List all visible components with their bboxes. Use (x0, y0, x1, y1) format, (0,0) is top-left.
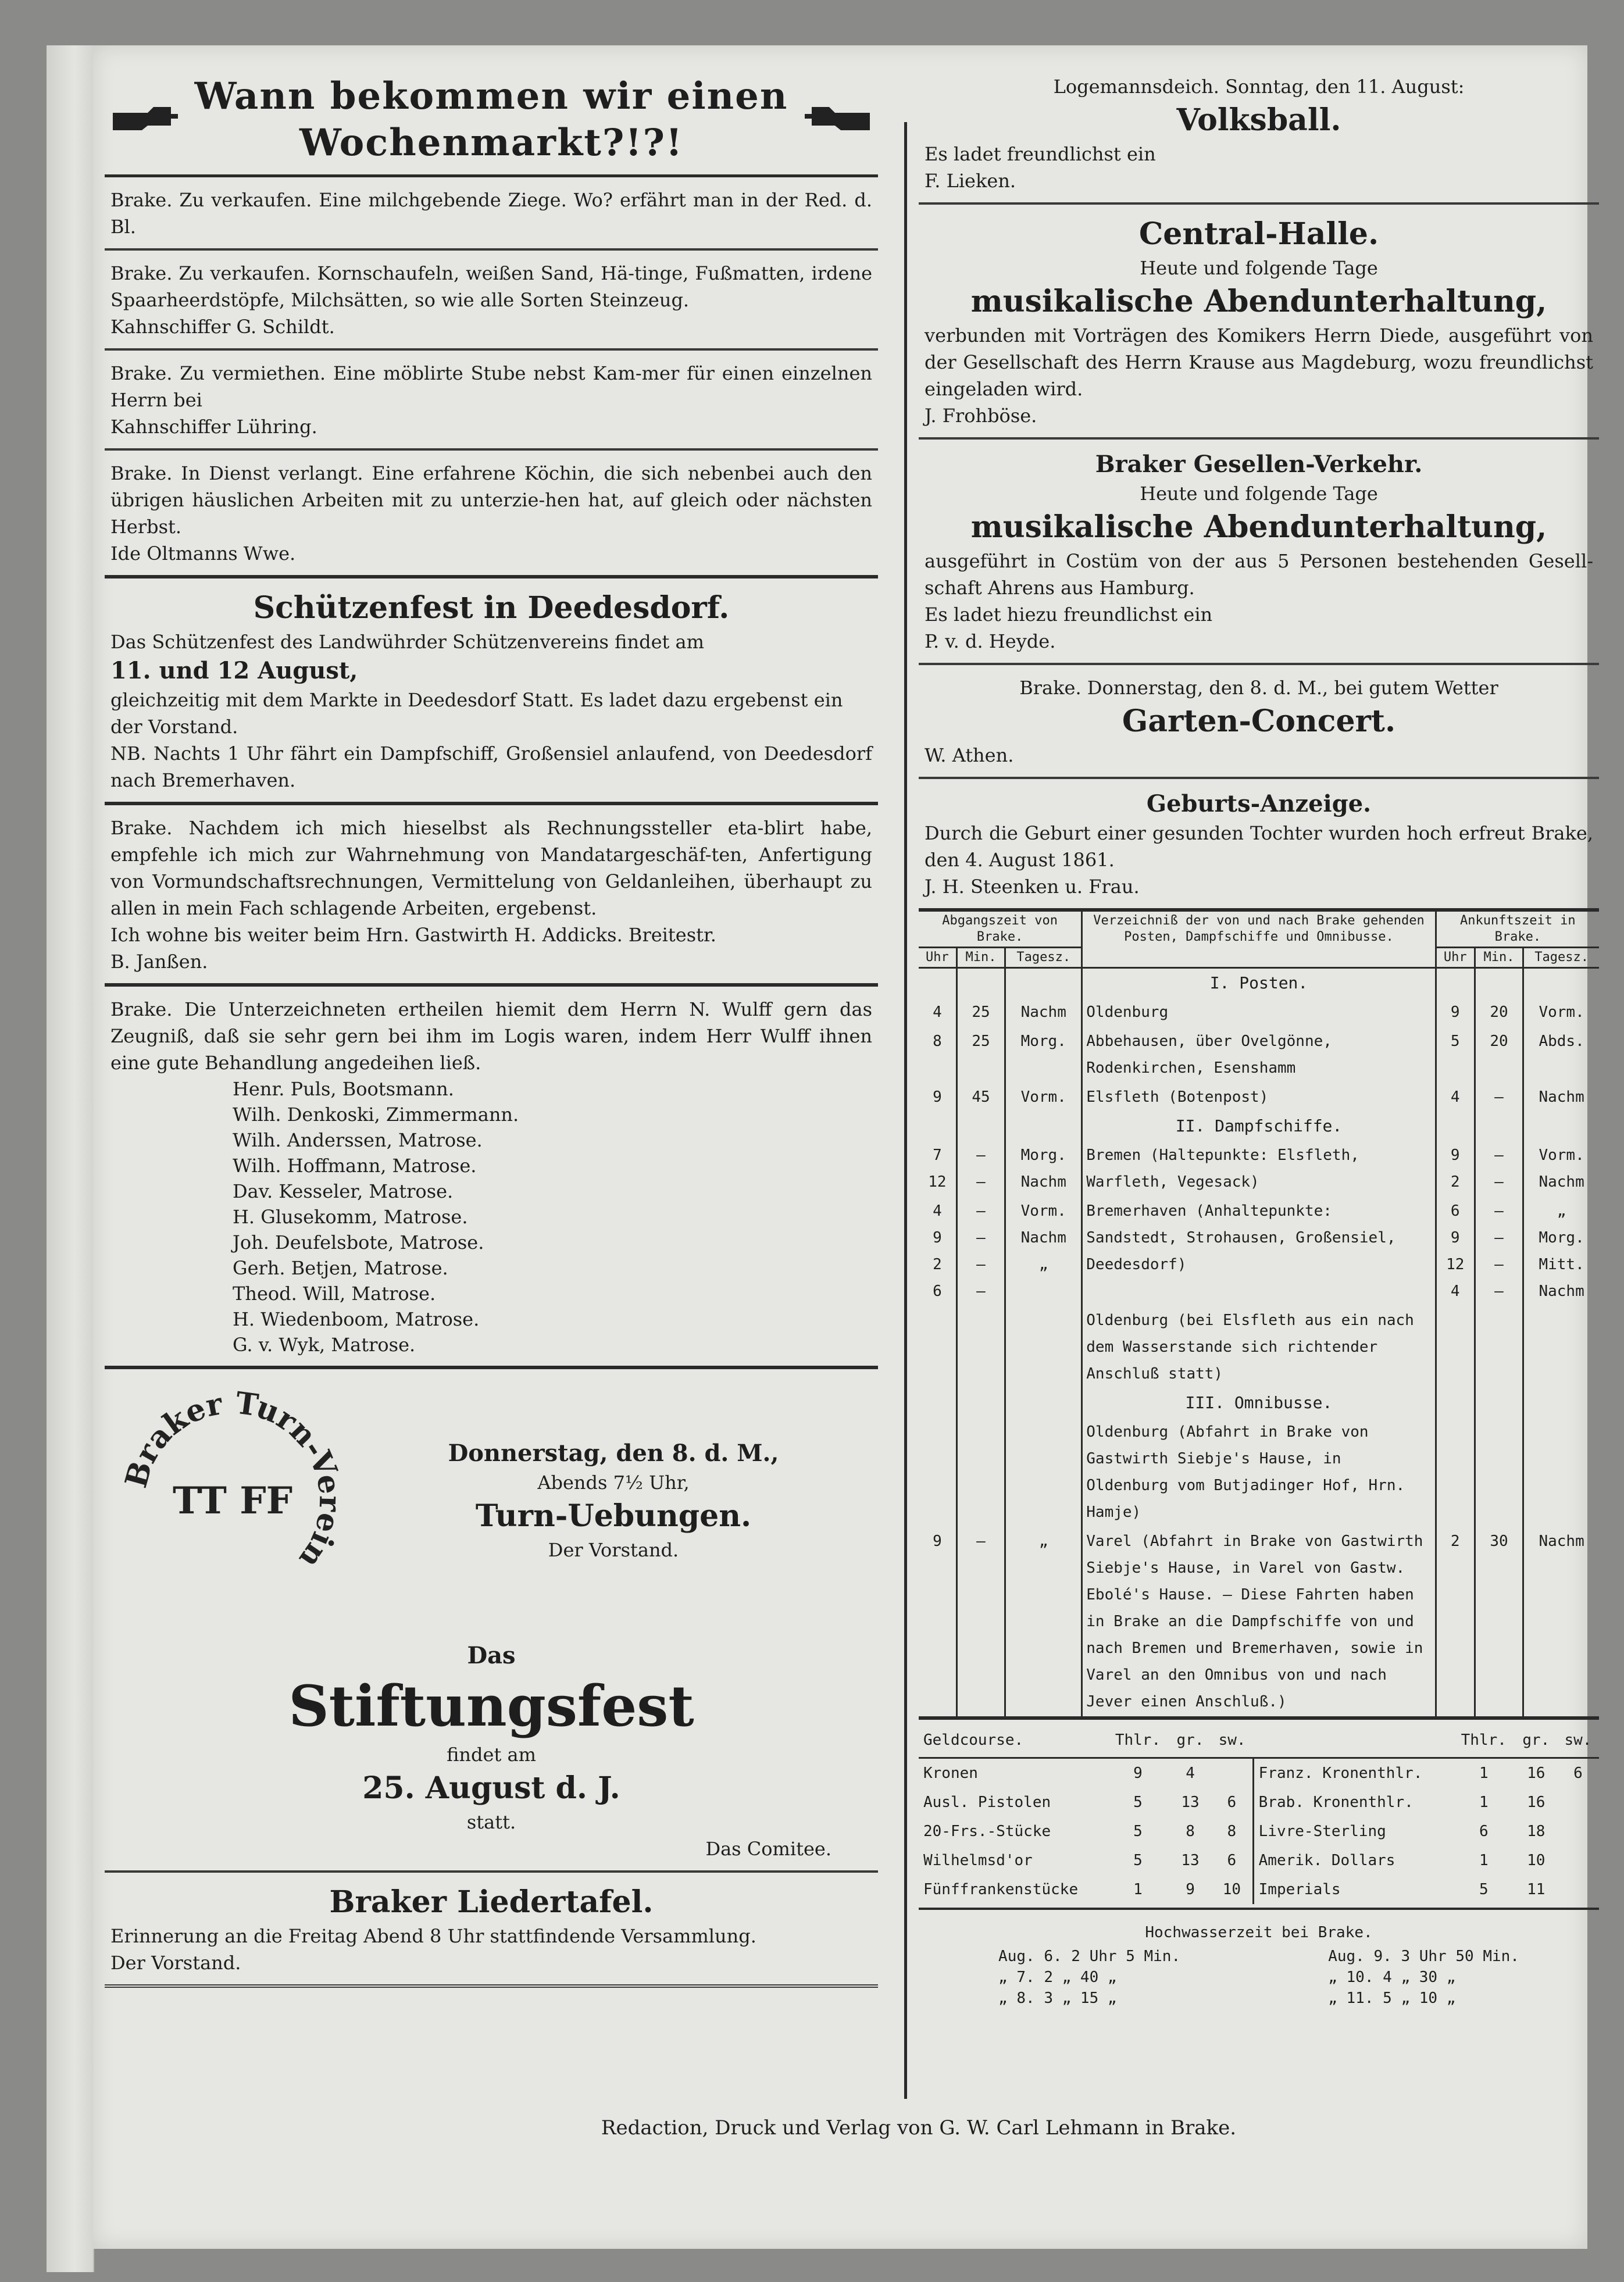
schedule-cell-lt: Nachm (1005, 998, 1082, 1027)
schuetzenfest-signature: der Vorstand. (110, 716, 238, 738)
money-col: gr. (1515, 1723, 1557, 1758)
stiftungsfest-ad (105, 1631, 878, 1873)
money-title: Geldcourse. (919, 1723, 1107, 1758)
tide-left (998, 1946, 1180, 2009)
empty-cell (1436, 1388, 1475, 1417)
schuetzenfest-ad (105, 578, 878, 805)
money-col: sw. (1211, 1723, 1253, 1758)
schedule-cell-desc: Oldenburg (1082, 998, 1436, 1027)
signatory: G. v. Wyk, Matrose. (233, 1334, 416, 1356)
schedule-cell-desc: Abbehausen, über Ovelgönne, Rodenkirchen, Esenshamm (1082, 1027, 1436, 1083)
zeugniss-ad (105, 987, 878, 1369)
money-cell-t: 1 (1479, 1765, 1489, 1782)
money-cell-t: 1 (1479, 1794, 1489, 1811)
lieder-signature: Der Vorstand. (110, 1952, 241, 1974)
money-body (919, 1758, 1599, 1905)
schedule-cell-rt: Abds. (1523, 1027, 1599, 1083)
signatory: Theod. Will, Matrose. (233, 1283, 436, 1305)
money-cell-s: 8 (1227, 1823, 1237, 1840)
central-big: musikalische Abendunterhaltung, (970, 284, 1547, 319)
schedule-cell-rt (1523, 1306, 1599, 1388)
signatory: Wilh. Hoffmann, Matrose. (233, 1155, 477, 1177)
stiftung-date: 25. August d. J. (362, 1770, 620, 1806)
garten-title: Garten-Concert. (1122, 703, 1396, 739)
geburt-signature: J. H. Steenken u. Frau. (925, 876, 1140, 898)
geburts-anzeige (919, 779, 1599, 912)
logo-ring-text: Braker Turn-Verein (118, 1385, 348, 1575)
schedule-cell-lm: — (956, 1527, 1005, 1716)
money-row (919, 1846, 1599, 1875)
money-cell-s (1557, 1875, 1599, 1904)
schedule-row (919, 998, 1599, 1027)
money-row (919, 1817, 1599, 1846)
schedule-cell-rt (1523, 1417, 1599, 1527)
right-column (919, 64, 1599, 2017)
signatory: Gerh. Betjen, Matrose. (233, 1257, 448, 1279)
signatory: Wilh. Denkoski, Zimmermann. (233, 1103, 519, 1126)
schedule-head-route: Verzeichniß der von und nach Brake gehenden Posten, Dampfschiffe und Omnibusse. (1082, 912, 1436, 968)
schedule-cell-rm: 20 (1475, 1027, 1523, 1083)
schedule-cell-rt: Nachm (1523, 1083, 1599, 1112)
tide-row: Aug. 9. 3 Uhr 50 Min. (1328, 1948, 1519, 1965)
schedule-cell-lm: — — — — (956, 1197, 1005, 1306)
rechnung-signature: B. Janßen. (110, 951, 208, 973)
signatory: Henr. Puls, Bootsmann. (233, 1078, 454, 1100)
empty-cell (956, 1112, 1005, 1141)
schedule-cell-lt: Morg. (1005, 1027, 1082, 1083)
schedule-cell-rh: 2 (1436, 1527, 1475, 1716)
empty-cell (1475, 1112, 1523, 1141)
col-head: Uhr (1436, 948, 1475, 968)
schedule-cell-rm: 30 (1475, 1527, 1523, 1716)
rechnungssteller-ad (105, 805, 878, 987)
ad-signature: Kahnschiffer G. Schildt. (110, 316, 335, 338)
schedule-cell-rh: 9 (1436, 998, 1475, 1027)
schedule-row (919, 1027, 1599, 1083)
schedule-cell-rh: 6 9 12 4 (1436, 1197, 1475, 1306)
money-cell-g: 13 (1181, 1794, 1200, 1811)
schedule-cell-desc: Bremerhaven (Anhaltepunkte: Sandstedt, Strohausen, Großensiel, Deedesdorf) (1082, 1197, 1436, 1306)
ad-koechin (105, 451, 878, 578)
tide-title: Hochwasserzeit bei Brake. (1145, 1924, 1373, 1941)
garten-concert-ad (919, 665, 1599, 779)
schedule-cell-lm: 25 (956, 1027, 1005, 1083)
turn-title: Turn-Uebungen. (475, 1498, 752, 1534)
money-cell-s: 6 (1573, 1765, 1583, 1782)
empty-cell (919, 1388, 956, 1417)
schedule-cell-lm: 25 (956, 998, 1005, 1027)
stiftung-signature: Das Comitee. (705, 1838, 831, 1860)
money-cell-t: 5 (1133, 1794, 1143, 1811)
money-col: Thlr. (1107, 1723, 1169, 1758)
schedule-cell-lm (956, 1306, 1005, 1388)
logo-mark: TT FF (172, 1479, 293, 1523)
schuetzenfest-nb: NB. Nachts 1 Uhr fährt ein Dampfschiff, Großensiel anlaufend, von Deedesdorf nach Bremerhaven. (110, 742, 872, 791)
schedule-section-row (919, 1388, 1599, 1417)
col-head: Min. (956, 948, 1005, 968)
schedule-cell-rm: — — — — (1475, 1197, 1523, 1306)
schedule-cell-rm: — — (1475, 1141, 1523, 1197)
schedule-head-arrive: Ankunftszeit in Brake. (1436, 912, 1599, 948)
geburt-text: Durch die Geburt einer gesunden Tochter wurden hoch erfreut Brake, den 4. August 1861. (925, 822, 1593, 871)
empty-cell (1436, 1112, 1475, 1141)
schedule-row (919, 1527, 1599, 1716)
money-cell-t: 6 (1479, 1823, 1489, 1840)
schedule-cell-rm: — (1475, 1083, 1523, 1112)
empty-cell (956, 968, 1005, 998)
signatory: H. Glusekomm, Matrose. (233, 1206, 468, 1228)
rechnung-text2: Ich wohne bis weiter beim Hrn. Gastwirth H. Addicks. Breitestr. (110, 924, 716, 946)
gesellen-big: musikalische Abendunterhaltung, (970, 509, 1547, 545)
page-binding (47, 45, 94, 2272)
tide-row: „ 10. 4 „ 30 „ (1328, 1969, 1456, 1986)
stiftung-title: Stiftungsfest (288, 1673, 694, 1739)
lieder-text: Erinnerung an die Freitag Abend 8 Uhr stattfindende Versammlung. (110, 1925, 756, 1947)
money-cell-name: Livre-Sterling (1253, 1817, 1452, 1846)
money-cell-s: 10 (1222, 1881, 1241, 1898)
empty-cell (1475, 968, 1523, 998)
volksball-signature: F. Lieken. (925, 170, 1016, 192)
schedule-row (919, 1197, 1599, 1306)
schedule-cell-lh: 4 (933, 1003, 942, 1021)
money-cell-t: 9 (1133, 1765, 1143, 1782)
schuetzenfest-text2: gleichzeitig mit dem Markte in Deedesdorf Statt. Es ladet dazu ergebenst ein (110, 689, 843, 711)
pointing-hand-right-icon (110, 102, 180, 137)
money-blank (1253, 1723, 1452, 1758)
turnverein-ad (105, 1369, 878, 1631)
empty-cell (1475, 1388, 1523, 1417)
schedule-cell-lm: 45 (956, 1083, 1005, 1112)
money-cell-name: Amerik. Dollars (1253, 1846, 1452, 1875)
turnverein-emblem-icon (110, 1379, 355, 1623)
money-cell-name: Franz. Kronenthlr. (1253, 1758, 1452, 1788)
money-col: Thlr. (1452, 1723, 1515, 1758)
ad-kornschaufeln (105, 251, 878, 351)
lieder-title: Braker Liedertafel. (329, 1884, 654, 1920)
money-row (919, 1788, 1599, 1817)
money-cell-name: Imperials (1253, 1875, 1452, 1904)
money-cell-s: 6 (1227, 1794, 1237, 1811)
money-cell-t: 5 (1133, 1852, 1143, 1869)
banner-text: Wann bekommen wir einen Wochenmarkt?!?! (194, 74, 788, 165)
ad-text: Brake. Zu vermiethen. Eine möblirte Stube nebst Kam-mer für einen einzelnen Herrn bei (110, 362, 872, 411)
gesellen-signature: P. v. d. Heyde. (925, 630, 1056, 652)
ad-signature: Ide Oltmanns Wwe. (110, 542, 296, 565)
schedule-section-row (919, 968, 1599, 998)
money-cell-g: 9 (1186, 1881, 1195, 1898)
money-cell-g: 10 (1527, 1852, 1546, 1869)
stiftung-mid: findet am (447, 1744, 536, 1766)
schedule-cell-lh: 4 9 2 6 (933, 1202, 942, 1300)
empty-cell (1005, 1112, 1082, 1141)
col-head: Uhr (919, 948, 956, 968)
schedule-section-title: I. Posten. (1082, 968, 1436, 998)
pointing-hand-left-icon (802, 102, 872, 137)
volksball-text: Es ladet freundlichst ein (925, 143, 1156, 165)
schuetzenfest-title: Schützenfest in Deedesdorf. (253, 590, 730, 626)
signatory: Joh. Deufelsbote, Matrose. (233, 1231, 484, 1254)
schedule-cell-rh (1436, 1417, 1475, 1527)
money-cell-name: Ausl. Pistolen (923, 1794, 1051, 1811)
ad-ziege (105, 177, 878, 251)
garten-line: Brake. Donnerstag, den 8. d. M., bei gutem Wetter (1019, 677, 1498, 699)
empty-cell (919, 968, 956, 998)
volksball-ad (919, 64, 1599, 205)
money-col: sw. (1557, 1723, 1599, 1758)
empty-cell (1005, 968, 1082, 998)
schedule-section-title: III. Omnibusse. (1082, 1388, 1436, 1417)
schedule-cell-rt: Nachm (1523, 1527, 1599, 1716)
turnverein-logo (110, 1379, 355, 1623)
central-sub: Heute und folgende Tage (1140, 257, 1378, 279)
schedule-cell-rt: Vorm. (1523, 998, 1599, 1027)
geburt-title: Geburts-Anzeige. (1146, 790, 1372, 817)
money-cell-name: Fünffrankenstücke (923, 1881, 1079, 1898)
empty-cell (1523, 1388, 1599, 1417)
tide-columns (925, 1946, 1593, 2009)
volksball-line: Logemannsdeich. Sonntag, den 11. August: (1053, 76, 1465, 98)
schedule-cell-rh (1436, 1306, 1475, 1388)
geldcourse-table (919, 1723, 1599, 1904)
schedule-cell-rh: 9 2 (1436, 1141, 1475, 1197)
money-cell-name: Wilhelmsd'or (923, 1852, 1033, 1869)
volksball-title: Volksball. (1176, 102, 1341, 138)
stiftung-pre: Das (467, 1642, 516, 1669)
money-cell-t: 5 (1133, 1823, 1143, 1840)
schedule-cell-lm (956, 1417, 1005, 1527)
turnverein-text (355, 1438, 872, 1563)
col-head: Min. (1475, 948, 1523, 968)
schedule-cell-lt (1005, 1417, 1082, 1527)
empty-cell (1523, 1112, 1599, 1141)
money-cell-t: 1 (1133, 1881, 1143, 1898)
schedule-row (919, 1141, 1599, 1197)
imprint-footer: Redaction, Druck und Verlag von G. W. Carl Lehmann in Brake. (601, 2116, 1237, 2140)
schedule-cell-rt: „ Morg. Mitt. Nachm (1523, 1197, 1599, 1306)
schedule-cell-rh: 4 (1436, 1083, 1475, 1112)
schedule-cell-lt: „ (1005, 1527, 1082, 1716)
schedule-cell-lt (1005, 1306, 1082, 1388)
left-column (105, 64, 878, 1988)
schedule-cell-lh: 7 12 (928, 1147, 947, 1191)
schedule-row (919, 1083, 1599, 1112)
schedule-cell-lh: 8 (933, 1033, 942, 1050)
schedule-cell-rh: 5 (1436, 1027, 1475, 1083)
turn-date: Donnerstag, den 8. d. M., (448, 1440, 779, 1467)
geldcourse-wrap (919, 1720, 1599, 1910)
signatory: Dav. Kesseler, Matrose. (233, 1180, 454, 1202)
money-row (919, 1875, 1599, 1904)
signatory: H. Wiedenboom, Matrose. (233, 1308, 480, 1330)
empty-cell (1523, 968, 1599, 998)
money-cell-g: 13 (1181, 1852, 1200, 1869)
money-cell-g: 4 (1186, 1765, 1195, 1782)
schedule-head-depart: Abgangszeit von Brake. (919, 912, 1082, 948)
money-cell-s (1557, 1788, 1599, 1817)
garten-signature: W. Athen. (925, 744, 1014, 766)
money-row (919, 1758, 1599, 1788)
schedule-cell-desc: Oldenburg (Abfahrt in Brake von Gastwirth Siebje's Hause, in Oldenburg vom Butjadinger Hof, Hrn. Hamje) (1082, 1417, 1436, 1527)
money-cell-t: 1 (1479, 1852, 1489, 1869)
money-cell-g: 16 (1527, 1765, 1546, 1782)
tide-row: „ 11. 5 „ 10 „ (1328, 1990, 1456, 2007)
central-text: verbunden mit Vorträgen des Komikers Herrn Diede, ausgeführt von der Gesellschaft des Herrn Krause aus Magdeburg, wozu freundlichst eingeladen wird. (925, 324, 1593, 400)
tide-row: „ 8. 3 „ 15 „ (998, 1990, 1117, 2007)
schedule-cell-lt: Vorm. (1005, 1083, 1082, 1112)
gesellen-ad (919, 440, 1599, 665)
zeugniss-text: Brake. Die Unterzeichneten ertheilen hiemit dem Herrn N. Wulff gern das Zeugniß, daß sie sehr gern bei ihm im Logis waren, indem Herr Wulff ihnen eine gute Behandlung angedeihen ließ. (110, 998, 872, 1074)
tide-right (1328, 1946, 1519, 2009)
money-cell-name: Kronen (923, 1765, 978, 1782)
schuetzenfest-dates: 11. und 12 August, (110, 657, 358, 684)
rechnung-text: Brake. Nachdem ich mich hieselbst als Rechnungssteller eta-blirt habe, empfehle ich mich zur Wahrnehmung von Mandatargeschäf-ten, Anfertigung von Vormundschaftsrechnungen, Vermittelung von Geldanleihen, überhaupt zu allen in mein Fach schlagende Arbeiten, ergebenst. (110, 817, 872, 919)
schedule-cell-desc: Oldenburg (bei Elsfleth aus ein nach dem Wasserstande sich richtender Anschluß statt) (1082, 1306, 1436, 1388)
gesellen-text2: Es ladet hiezu freundlichst ein (925, 603, 1213, 626)
turn-signature: Der Vorstand. (548, 1539, 679, 1561)
schedule-table (919, 912, 1599, 1716)
liedertafel-ad (105, 1873, 878, 1988)
schedule-table-wrap (919, 912, 1599, 1720)
schedule-cell-lm: — — (956, 1141, 1005, 1197)
ad-stube (105, 351, 878, 451)
signatory: Wilh. Anderssen, Matrose. (233, 1129, 483, 1151)
money-cell-t: 5 (1479, 1881, 1489, 1898)
schedule-cell-desc: Elsfleth (Botenpost) (1082, 1083, 1436, 1112)
turn-time: Abends 7½ Uhr, (537, 1472, 690, 1494)
central-halle-ad (919, 205, 1599, 440)
empty-cell (1005, 1388, 1082, 1417)
schedule-cell-lh (919, 1417, 956, 1527)
central-title: Central-Halle. (1138, 216, 1379, 252)
money-cell-s: 6 (1227, 1852, 1237, 1869)
schedule-cell-rm (1475, 1417, 1523, 1527)
schedule-cell-desc: Bremen (Haltepunkte: Elsfleth, Warfleth, Vegesack) (1082, 1141, 1436, 1197)
wochenmarkt-banner (105, 64, 878, 177)
stiftung-post: statt. (466, 1811, 516, 1833)
schedule-cell-lt: Morg. Nachm (1005, 1141, 1082, 1197)
empty-cell (956, 1388, 1005, 1417)
gesellen-title: Braker Gesellen-Verkehr. (1095, 451, 1423, 478)
ad-text: Brake. In Dienst verlangt. Eine erfahrene Köchin, die sich nebenbei auch den übrigen häuslichen Arbeiten mit zu unterzie-hen hat, auf gleich oder nächsten Herbst. (110, 462, 872, 538)
schedule-row (919, 1306, 1599, 1388)
money-cell-name: Brab. Kronenthlr. (1253, 1788, 1452, 1817)
money-cell-g: 8 (1186, 1823, 1195, 1840)
schedule-row (919, 1417, 1599, 1527)
money-cell-s (1211, 1758, 1253, 1788)
money-cell-s (1557, 1846, 1599, 1875)
col-head: Tagesz. (1005, 948, 1082, 968)
empty-cell (919, 1112, 956, 1141)
col-head: Tagesz. (1523, 948, 1599, 968)
central-signature: J. Frohböse. (925, 405, 1037, 427)
schedule-section-title: II. Dampfschiffe. (1082, 1112, 1436, 1141)
schedule-cell-desc: Varel (Abfahrt in Brake von Gastwirth Siebje's Hause, in Varel von Gastw. Ebolé's Hause. — Diese Fahrten haben in Brake an die Dampfschiffe von und nach Bremen und Bremerhaven, sowie in Varel an den Omnibus von und nach Jever einen Anschluß.) (1082, 1527, 1436, 1716)
money-cell-g: 16 (1527, 1794, 1546, 1811)
signatory-list (110, 1076, 872, 1358)
empty-cell (1436, 968, 1475, 998)
ad-text: Brake. Zu verkaufen. Eine milchgebende Ziege. Wo? erfährt man in der Red. d. Bl. (110, 189, 872, 238)
schedule-cell-rm: 20 (1475, 998, 1523, 1027)
tide-row: Aug. 6. 2 Uhr 5 Min. (998, 1948, 1181, 1965)
schedule-cell-lh: 9 (933, 1088, 942, 1106)
money-cell-g: 18 (1527, 1823, 1546, 1840)
ad-text: Brake. Zu verkaufen. Kornschaufeln, weißen Sand, Hä-tinge, Fußmatten, irdene Spaarheerdstöpfe, Milchsätten, so wie alle Sorten Steinzeug. (110, 262, 872, 311)
tide-row: „ 7. 2 „ 40 „ (998, 1969, 1117, 1986)
schedule-cell-lh: 9 (933, 1533, 942, 1550)
schedule-cell-rm (1475, 1306, 1523, 1388)
money-cell-name: 20-Frs.-Stücke (923, 1823, 1051, 1840)
schedule-cell-lh (919, 1306, 956, 1388)
gesellen-text: ausgeführt in Costüm von der aus 5 Personen bestehenden Gesell-schaft Ahrens aus Hamburg. (925, 550, 1593, 599)
schedule-body (919, 968, 1599, 1717)
schuetzenfest-text: Das Schützenfest des Landwührder Schützenvereins findet am (110, 631, 704, 653)
column-divider (904, 122, 907, 2099)
money-cell-g: 11 (1527, 1881, 1546, 1898)
ad-signature: Kahnschiffer Lühring. (110, 416, 317, 438)
hochwasser (919, 1910, 1599, 2017)
schedule-cell-lt: Vorm. Nachm „ (1005, 1197, 1082, 1306)
money-col: gr. (1169, 1723, 1211, 1758)
money-cell-s (1557, 1817, 1599, 1846)
schedule-cell-rt: Vorm. Nachm (1523, 1141, 1599, 1197)
gesellen-sub: Heute und folgende Tage (1140, 483, 1378, 505)
schedule-section-row (919, 1112, 1599, 1141)
